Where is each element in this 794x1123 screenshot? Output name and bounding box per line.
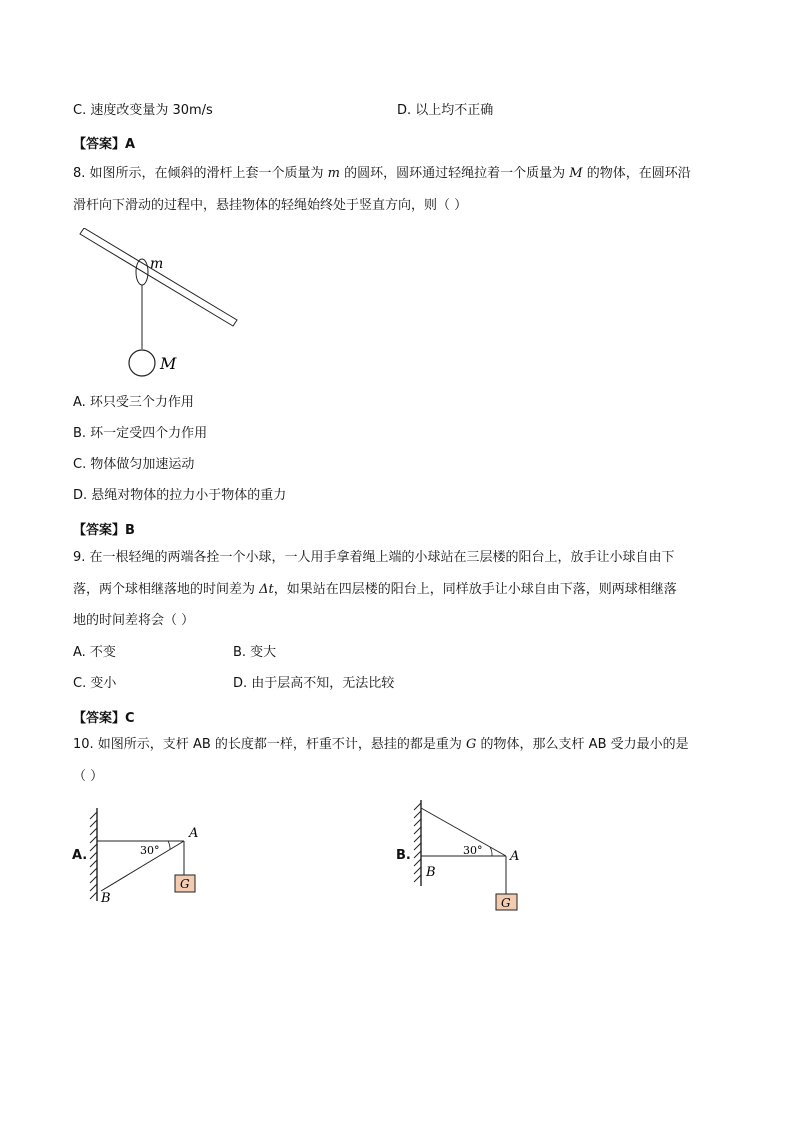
q8-stem-line2: 滑杆向下滑动的过程中，悬挂物体的轻绳始终处于竖直方向，则（ ） <box>73 198 468 213</box>
q8-option-a: A. 环只受三个力作用 <box>73 395 194 410</box>
q10-figB-option: B. <box>396 848 411 863</box>
q10-figure-b <box>412 798 532 913</box>
q9-stem-line1: 9. 在一根轻绳的两端各拴一个小球，一人用手拿着绳上端的小球站在三层楼的阳台上，放手让小球自由下 <box>73 550 675 565</box>
q9-delta-t: Δt <box>259 582 274 597</box>
q9-option-d: D. 由于层高不知，无法比较 <box>233 676 395 691</box>
q8-var-M: M <box>569 166 583 181</box>
q9-stem-line3: 地的时间差将会（ ） <box>73 613 195 628</box>
label-a: A <box>189 826 199 841</box>
q10-stem-line2: （ ） <box>73 769 104 784</box>
q7-option-d: D. 以上均不正确 <box>397 103 494 118</box>
q8-var-m: m <box>327 166 340 181</box>
label-b: B <box>426 865 436 880</box>
q9-text-b: ，如果站在四层楼的阳台上，同样放手让小球自由下落，则两球相继落 <box>273 582 677 597</box>
q10-figA-option: A. <box>72 848 88 863</box>
wall-hatch <box>90 812 97 899</box>
q8-option-b: B. 环一定受四个力作用 <box>73 426 208 441</box>
q8-text-a: 8. 如图所示，在倾斜的滑杆上套一个质量为 <box>73 166 328 181</box>
q10-figure-a <box>88 808 208 908</box>
q10-text-b: 的物体，那么支杆 AB 受力最小的是 <box>476 737 689 752</box>
angle-arc <box>168 841 170 849</box>
q8-slide-rod-diagram <box>70 228 250 378</box>
q8-option-c: C. 物体做匀加速运动 <box>73 457 195 472</box>
label-g: G <box>501 896 511 910</box>
q9-option-c: C. 变小 <box>73 676 117 691</box>
q10-stem-line1 <box>73 735 689 755</box>
q9-option-b: B. 变大 <box>233 645 277 660</box>
label-a: A <box>510 849 520 864</box>
q8-answer: 【答案】B <box>73 523 135 538</box>
wall-hatch <box>414 803 421 882</box>
q9-text-a: 落，两个球相继落地的时间差为 <box>73 582 260 597</box>
q8-stem-line1 <box>73 164 691 184</box>
q10-var-G: G <box>466 737 477 752</box>
label-g: G <box>180 877 190 891</box>
q9-option-a: A. 不变 <box>73 645 116 660</box>
q9-answer: 【答案】C <box>73 711 135 726</box>
label-angle: 30° <box>463 844 483 857</box>
slide-rod <box>80 228 237 326</box>
q7-option-c: C. 速度改变量为 30m/s <box>73 103 213 118</box>
label-angle: 30° <box>140 844 160 857</box>
hanging-ball <box>129 350 155 376</box>
q8-option-d: D. 悬绳对物体的拉力小于物体的重力 <box>73 488 287 503</box>
label-M: M <box>160 354 177 373</box>
label-m: m <box>150 256 164 272</box>
q8-text-c: 的物体，在圆环沿 <box>582 166 691 181</box>
q9-stem-line2 <box>73 580 677 600</box>
label-b: B <box>101 891 111 906</box>
q10-text-a: 10. 如图所示，支杆 AB 的长度都一样，杆重不计，悬挂的都是重为 <box>73 737 467 752</box>
q7-answer: 【答案】A <box>73 137 136 152</box>
q8-text-b: 的圆环，圆环通过轻绳拉着一个质量为 <box>340 166 570 181</box>
